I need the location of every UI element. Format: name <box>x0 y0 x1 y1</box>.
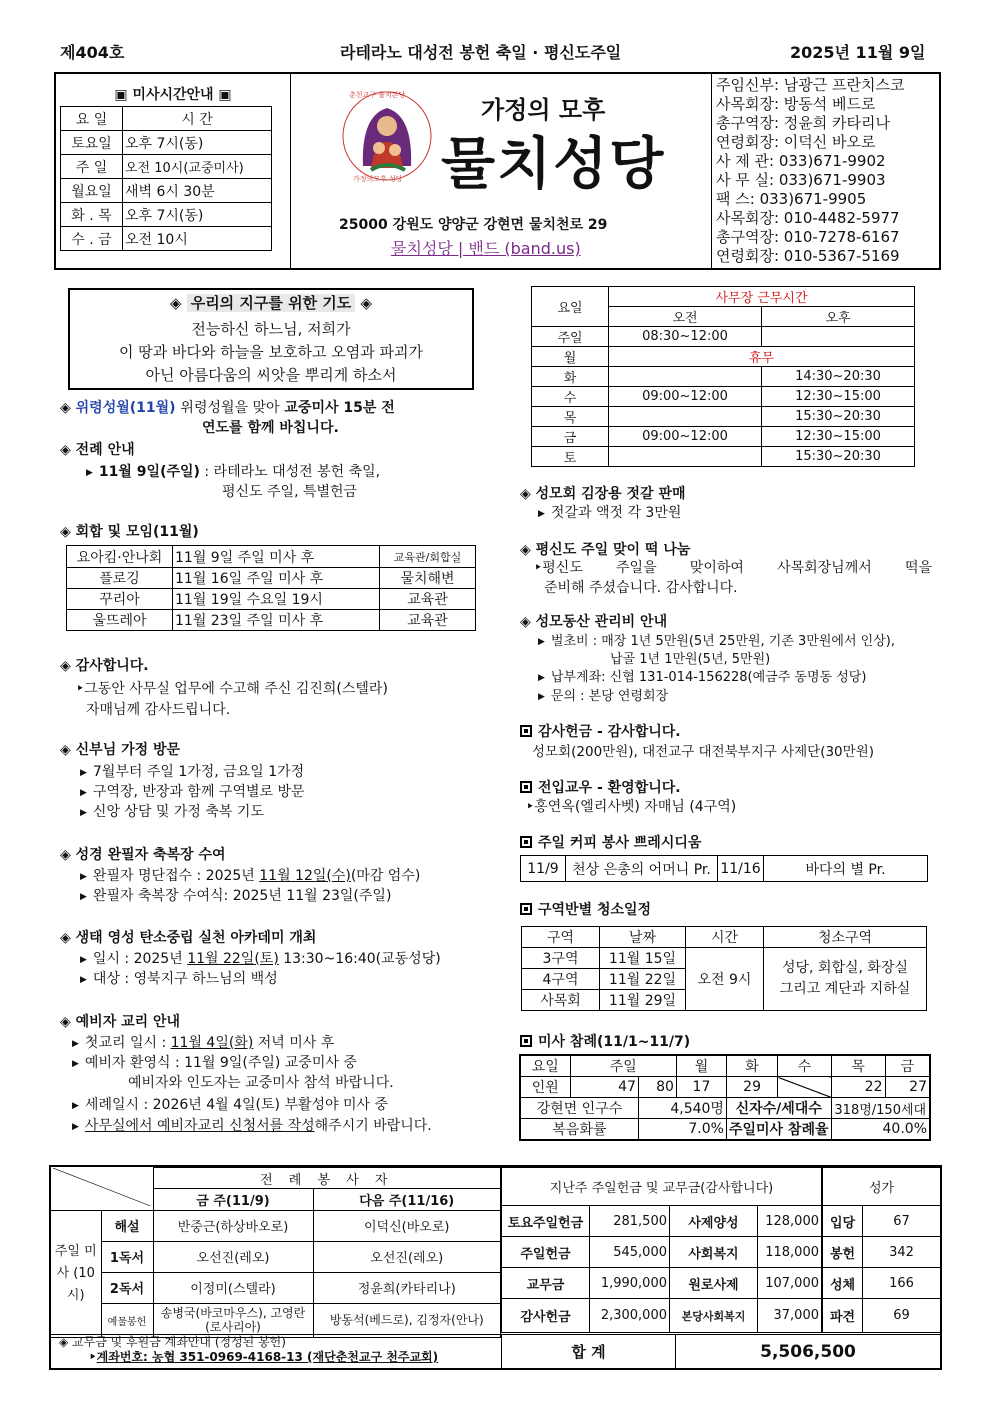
newcomer-title: 전입교우 - 환영합니다. <box>520 778 681 798</box>
ricecake-line2: 준비해 주셨습니다. 감사합니다. <box>544 580 738 596</box>
prayer-title: ◈ 우리의 지구를 위한 기도 ◈ <box>169 294 373 312</box>
bible-title: ◈ 성경 완필자 축복장 수여 <box>60 847 226 863</box>
offering-table: 지난주 주일헌금 및 교무금(감사합니다) 토요주일헌금 281,500 사제양성 128,000 주일헌금 545,000 사회복지 118,000 교무금 1,990,000 원로사제 107,000 감사헌금 2,300,000 본당사회복지 37,000 <box>501 1167 822 1333</box>
office-hours-table: 요일 사무장 근무시간 오전 오후 주일 08:30~12:00 월 휴무 화 14:30~20:30 수 09:00~12:00 12:30~15:00 목 15:30~20:30 금 09:00~12:00 12:30~15:00 토 15:30~20:30 <box>531 286 915 467</box>
newcomer-text: ‣홍연옥(엘리사벳) 자매님 (4구역) <box>526 799 737 815</box>
contact-line: 사목회장: 방동석 베드로 <box>716 95 876 113</box>
donation-text: 성모회(200만원), 대전교구 대전북부지구 사제단(30만원) <box>532 744 874 760</box>
issue-date: 2025년 11월 9일 <box>790 43 926 62</box>
contact-line: 사목회장: 010-4482-5977 <box>716 209 900 227</box>
feast-title: 라테라노 대성전 봉헌 축일 · 평신도주일 <box>340 43 622 62</box>
bible-item2: ▶ 완필자 축복장 수여식: 2025년 11월 23일(주일) <box>80 888 392 904</box>
contact-line: 총구역장: 010-7278-6167 <box>716 228 900 246</box>
parish-address: 25000 강원도 양양군 강현면 물치천로 29 <box>339 217 608 233</box>
cemetery-item: ▶ 납부계좌: 신협 131-014-156228(예금주 동명동 성당) <box>538 670 867 685</box>
logo-text-bottom: 가정의모후 성당 <box>353 175 403 183</box>
cleaning-title: 구역반별 청소일정 <box>520 900 651 920</box>
visit-item: ▶ 구역장, 반장과 함께 구역별로 방문 <box>80 784 305 800</box>
eco-item1: ▶ 일시 : 2025년 11월 22일(토) 13:30~16:40(교동성당) <box>80 951 441 967</box>
contact-line: 연령회장: 이덕신 바오로 <box>716 133 876 151</box>
cemetery-title: ◈ 성모동산 관리비 안내 <box>520 614 668 630</box>
diagonal-line <box>53 1168 151 1206</box>
hymns-table: 성가 입당 67 봉헌 342 성체 166 파견 69 <box>822 1167 940 1333</box>
liturgy-line2: 평신도 주일, 특별헌금 <box>222 484 358 500</box>
liturgy-title: ◈ 전례 안내 <box>60 442 135 458</box>
parish-title-block <box>290 74 712 268</box>
visit-item: ▶ 7월부터 주일 1가정, 금요일 1가정 <box>80 764 305 780</box>
kimchi-title: ◈ 성모회 김장용 젓갈 판매 <box>520 486 686 502</box>
ricecake-line1: ‣평신도 주일을 맞이하여 사목회장님께서 떡을 <box>534 560 932 576</box>
parish-name: 물치성당 <box>441 132 666 197</box>
catechumen-item: ▶ 세례일시 : 2026년 4월 4일(토) 부활성야 미사 중 <box>72 1097 389 1113</box>
contact-line: 사 제 관: 033)671-9902 <box>716 152 886 170</box>
catechumen-item: ▶ 첫교리 일시 : 11월 4일(화) 저녁 미사 후 <box>72 1035 335 1051</box>
servers-table: 전 례 봉 사 자 금 주(11/9) 다음 주(11/16) 주일 미사 (10시) 해설 반중근(하상바오로) 이덕신(바오로) 1독서 오선진(레오) 오선진(레오) 2독서 이정미(스텔라) 정윤희(카타리나) 예물봉헌 송병국(바코마우스), 고영란(로사리아) 방동석(베드로), 김정자(안나) <box>51 1167 501 1338</box>
meetings-title: ◈ 회합 및 모임(11월) <box>60 524 199 540</box>
coffee-title: 주일 커피 봉사 쁘레시디움 <box>520 833 701 853</box>
mass-times-title: ▣ 미사시간안내 ▣ <box>114 87 232 103</box>
attendance-title: 미사 참례(11/1~11/7) <box>520 1032 690 1052</box>
cemetery-item: ▶ 문의 : 본당 연령회장 <box>538 689 669 704</box>
prayer-text: 전능하신 하느님, 저희가 이 땅과 바다와 하늘을 보호하고 오염과 파괴가 아닌 아름다움의 씨앗을 뿌리게 하소서 <box>119 320 423 384</box>
thanks-title: ◈ 감사합니다. <box>60 658 149 674</box>
bible-item1: ▶ 완필자 명단접수 : 2025년 11월 12일(수)(마감 엄수) <box>80 868 421 884</box>
issue-number: 제404호 <box>60 43 125 62</box>
total-amount: 5,506,500 <box>676 1334 940 1368</box>
memorial-notice-cont: 연도를 함께 바칩니다. <box>202 420 339 436</box>
total-label: 합 계 <box>501 1334 676 1368</box>
contact-line: 주임신부: 남광근 프란치스코 <box>716 76 905 94</box>
band-link[interactable]: 물치성당 | 밴드 (band.us) <box>391 239 581 258</box>
parish-logo-icon <box>341 86 433 186</box>
cemetery-item: ▶ 벌초비 : 매장 1년 5만원(5년 25만원, 기존 3만원에서 인상), <box>538 634 895 649</box>
contact-line: 연령회장: 010-5367-5169 <box>716 247 900 265</box>
logo-text-top: 춘천교구 물치본당 <box>349 91 406 99</box>
parish-subtitle: 가정의 모후 <box>481 96 606 124</box>
contact-line: 사 무 실: 033)671-9903 <box>716 171 886 189</box>
thanks-line2: 자매님께 감사드립니다. <box>86 702 231 718</box>
cemetery-item-cont: 납골 1년 1만원(5년, 5만원) <box>610 652 771 667</box>
visit-title: ◈ 신부님 가정 방문 <box>60 742 181 758</box>
catechumen-item: ▶ 예비자 환영식 : 11월 9일(주일) 교중미사 중 <box>72 1055 357 1071</box>
contact-line: 팩 스: 033)671-9905 <box>716 190 867 208</box>
catechumen-title: ◈ 예비자 교리 안내 <box>60 1014 181 1030</box>
visit-item: ▶ 신앙 상담 및 가정 축복 기도 <box>80 804 264 820</box>
catechumen-note: 예비자와 인도자는 교중미사 참석 바랍니다. <box>128 1075 394 1091</box>
mass-times-table: 요 일 시 간 토요일 오후 7시(동) 주 일 오전 10시(교중미사) 월요일 새벽 6시 30분 화 . 목 오후 7시(동) 수 . 금 오전 10시 <box>60 106 272 251</box>
ricecake-title: ◈ 평신도 주일 맞이 떡 나눔 <box>520 542 691 558</box>
coffee-table: 11/9 천상 은총의 어머니 Pr. 11/16 바다의 별 Pr. <box>520 855 928 882</box>
liturgy-line1: ▶ 11월 9일(주일) : 라테라노 대성전 봉헌 축일, <box>86 464 381 480</box>
meetings-table: 요아킴·안나회 11월 9일 주일 미사 후 교육관/회합실 플로깅 11월 16일 주일 미사 후 물치해변 꾸리아 11월 19일 수요일 19시 교육관 울뜨레아 11월 23일 주일 미사 후 교육관 <box>66 545 476 631</box>
catechumen-item: ▶ 사무실에서 예비자교리 신청서를 작성해주시기 바랍니다. <box>72 1118 432 1134</box>
eco-title: ◈ 생태 영성 탄소중립 실천 아카데미 개최 <box>60 930 317 946</box>
eco-item2: ▶ 대상 : 영북지구 하느님의 백성 <box>80 971 278 987</box>
account-note: ◈ 교무금 및 후원금 계좌안내 (정성된 봉헌) ‣계좌번호: 농협 351-0969-4168-13 (재단춘천교구 천주교회) <box>51 1334 501 1368</box>
kimchi-item: ▶ 젓갈과 액젓 각 3만원 <box>538 505 682 521</box>
attendance-table: 요일 주일 월 화 수 목 금 인원 47 80 17 29 22 27 강현면 인구수 4,540명 신자수/세대수 318명/150세대 복음화률 7.0% 주일미사 참례율 40.0% <box>519 1054 931 1141</box>
contacts-list <box>716 76 904 266</box>
contact-line: 총구역장: 정윤희 카타리나 <box>716 114 890 132</box>
thanks-line1: ‣그동안 사무실 업무에 수고해 주신 김진희(스텔라) <box>76 681 388 697</box>
memorial-notice: ◈ 위령성월(11월) 위령성월을 맞아 교중미사 15분 전 <box>60 400 395 416</box>
cleaning-table: 구역 날짜 시간 청소구역 3구역 11월 15일 오전 9시 성당, 회합실, 화장실 그리고 계단과 지하실 4구역 11월 22일 사목회 11월 29일 <box>521 926 927 1011</box>
donation-title: 감사헌금 - 감사합니다. <box>520 722 681 742</box>
